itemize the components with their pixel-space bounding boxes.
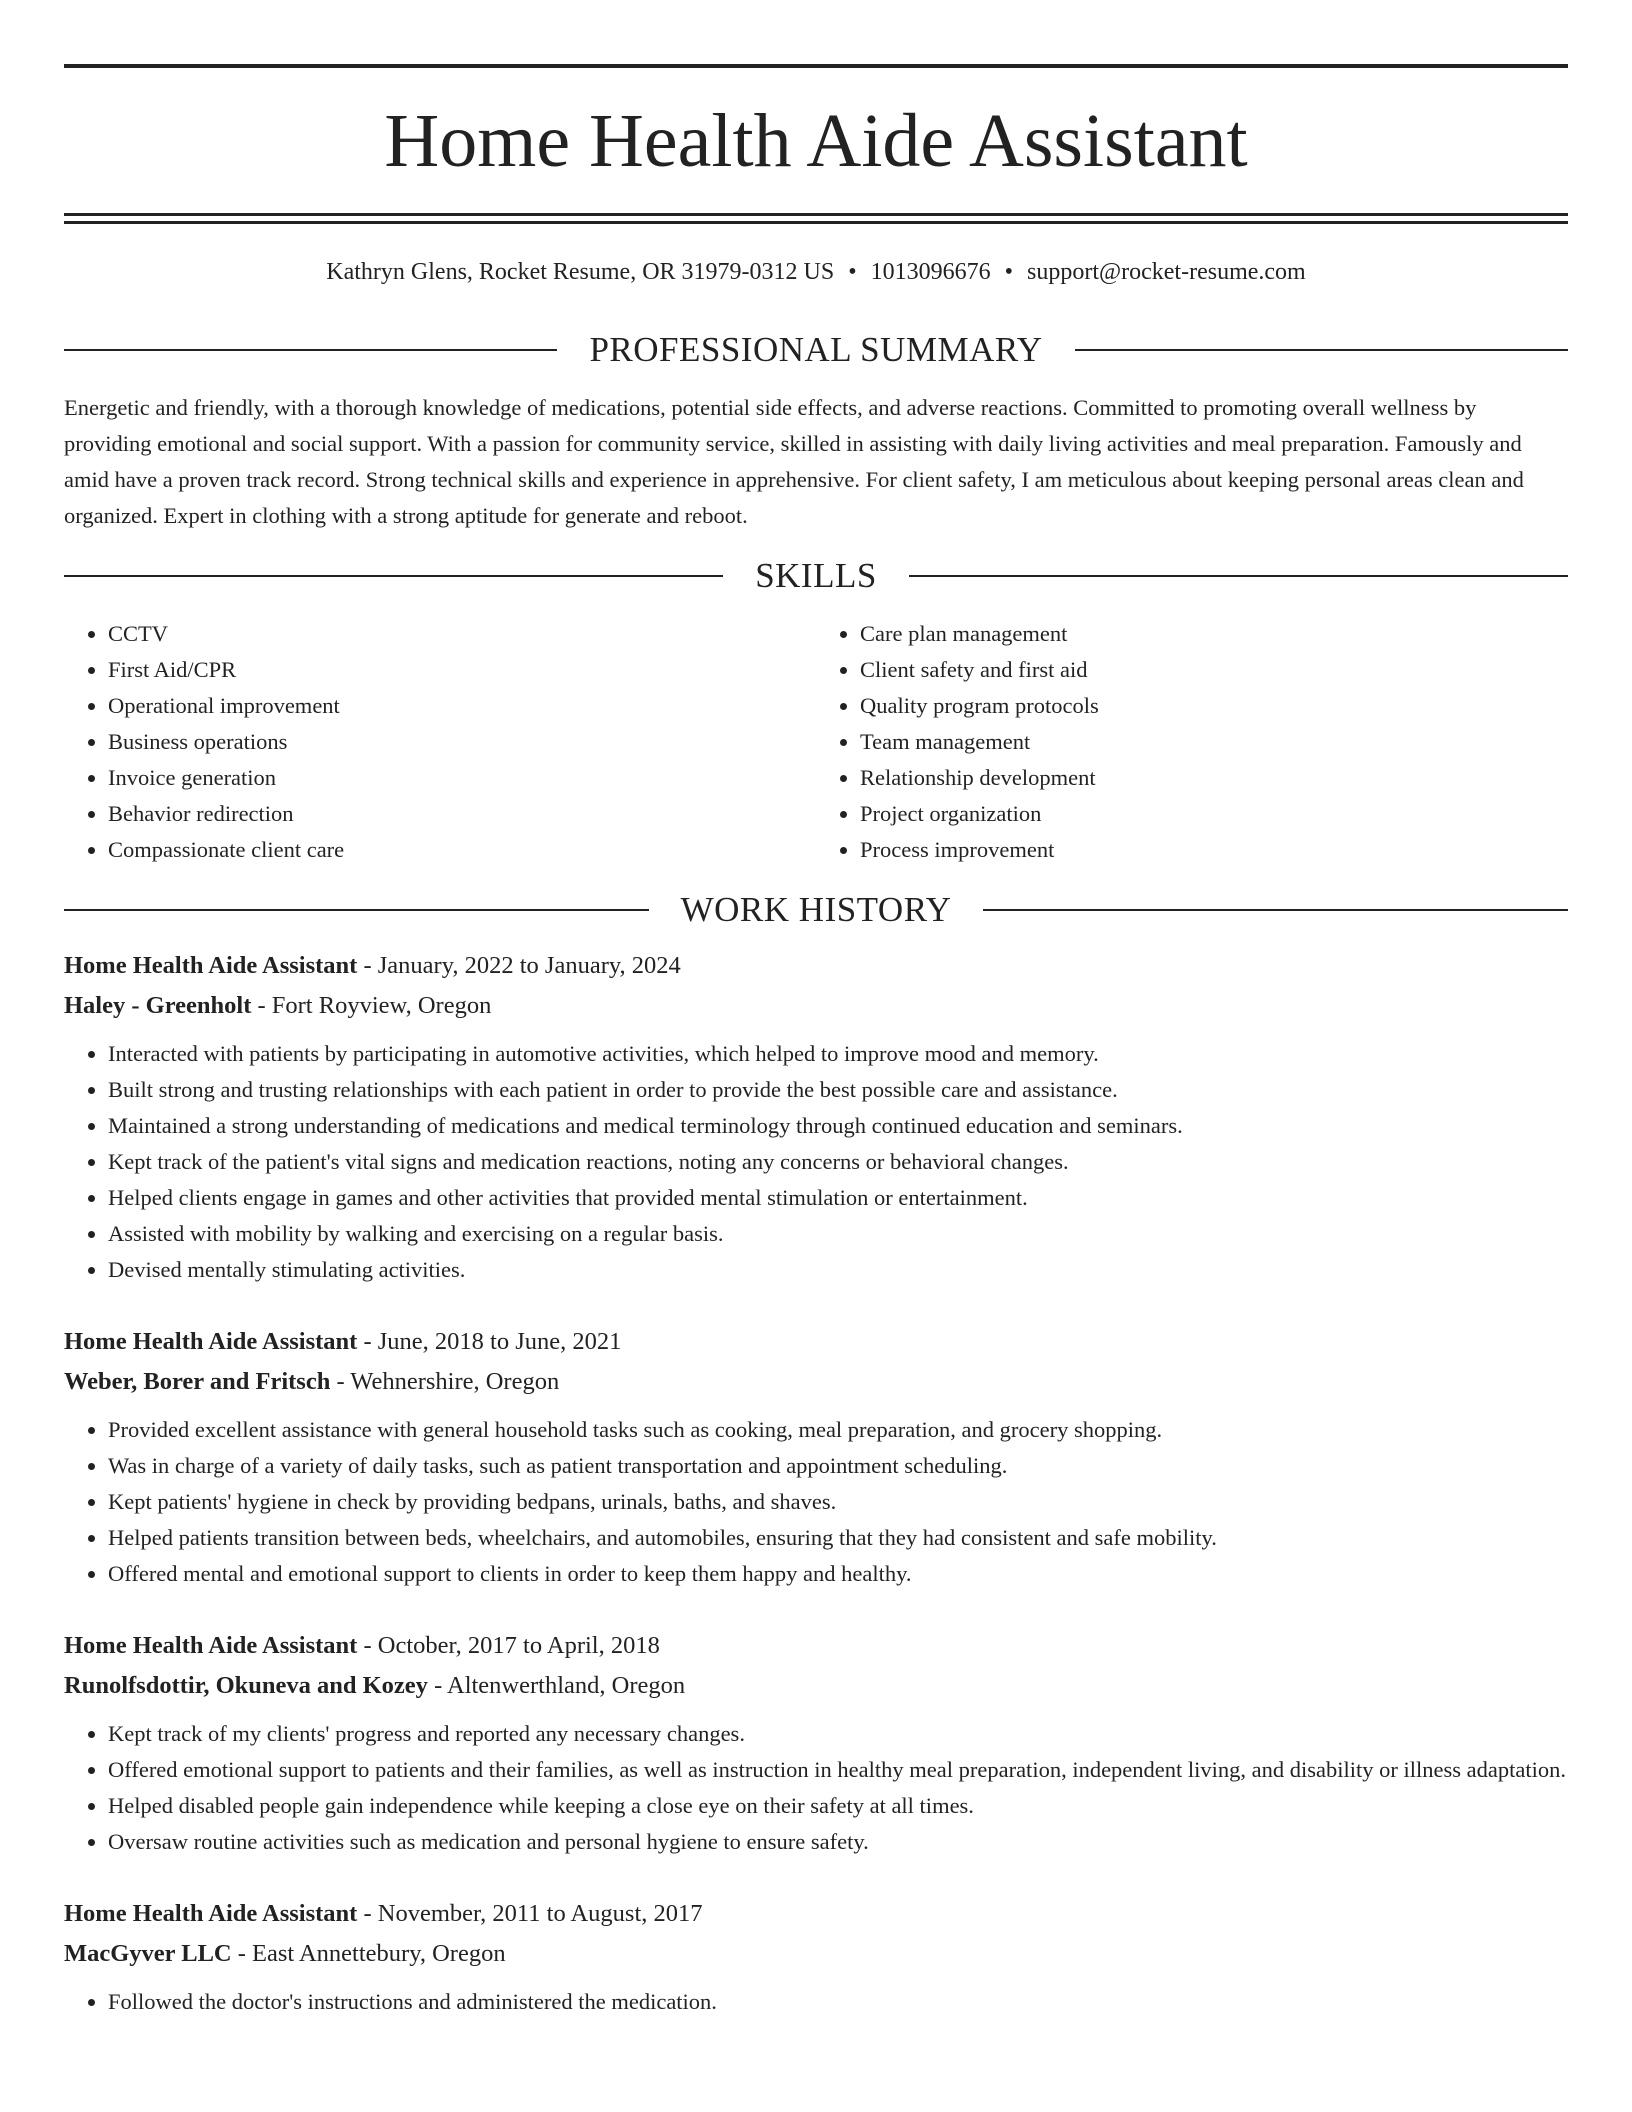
job-bullet: • Was in charge of a variety of daily tasks, such as patient transportation and appointment scheduling. (108, 1448, 1568, 1484)
job-bullet: • Kept patients' hygiene in check by providing bedpans, urinals, baths, and shaves. (108, 1484, 1568, 1520)
job-company-line (64, 1934, 1568, 1974)
job-company: Weber, Borer and Fritsch (64, 1368, 331, 1395)
summary-section-heading (64, 330, 1568, 370)
job-company: MacGyver LLC (64, 1940, 232, 1967)
job-bullet: • Devised mentally stimulating activities. (108, 1252, 1568, 1288)
job-bullets (64, 1984, 1568, 2020)
job-dates: - November, 2011 to August, 2017 (357, 1900, 703, 1927)
job-bullet: • Assisted with mobility by walking and exercising on a regular basis. (108, 1216, 1568, 1252)
skill-item: • Relationship development (860, 760, 1568, 796)
job-bullet: • Kept track of the patient's vital signs and medication reactions, noting any concerns or behavioral changes. (108, 1144, 1568, 1180)
skill-item: • Quality program protocols (860, 688, 1568, 724)
skill-item: • Process improvement (860, 832, 1568, 868)
skill-item: • Behavior redirection (108, 796, 816, 832)
job-bullets (64, 1036, 1568, 1288)
job-bullets (64, 1412, 1568, 1592)
heading-rule-right (1075, 349, 1568, 351)
job-title: Home Health Aide Assistant (64, 1900, 358, 1927)
job-bullet: • Followed the doctor's instructions and administered the medication. (108, 1984, 1568, 2020)
job-entry (64, 1894, 1568, 2020)
job-bullet: • Oversaw routine activities such as medication and personal hygiene to ensure safety. (108, 1824, 1568, 1860)
skill-item: • Invoice generation (108, 760, 816, 796)
heading-rule-right (983, 909, 1568, 911)
job-bullets (64, 1716, 1568, 1860)
title-double-rule (64, 213, 1568, 224)
skill-item: • Compassionate client care (108, 832, 816, 868)
professional-summary-text: Energetic and friendly, with a thorough knowledge of medications, potential side effects, and adverse reactions. Committed to promoting overall wellness by providing emotional and social support. With a passion for community service, skilled in assisting with daily living activities and meal preparation. Famously and amid have a proven track record. Strong technical skills and experience in apprehensive. For client safety, I am meticulous about keeping personal areas clean and organized. Expert in clothing with a strong aptitude for generate and reboot. (64, 395, 1524, 528)
job-title: Home Health Aide Assistant (64, 952, 358, 979)
skills-column-left (64, 616, 816, 868)
job-company-line (64, 986, 1568, 1026)
skill-item: • First Aid/CPR (108, 652, 816, 688)
job-bullet: • Maintained a strong understanding of medications and medical terminology through continued education and seminars. (108, 1108, 1568, 1144)
job-entry (64, 1322, 1568, 1592)
job-bullet: • Offered mental and emotional support to clients in order to keep them happy and healthy. (108, 1556, 1568, 1592)
job-entry (64, 1626, 1568, 1860)
job-bullet: • Helped clients engage in games and other activities that provided mental stimulation or entertainment. (108, 1180, 1568, 1216)
job-bullet: • Helped disabled people gain independence while keeping a close eye on their safety at all times. (108, 1788, 1568, 1824)
job-company-line (64, 1362, 1568, 1402)
skill-item: • Project organization (860, 796, 1568, 832)
job-location: - Fort Royview, Oregon (251, 992, 492, 1019)
skills-column-right (816, 616, 1568, 868)
job-dates: - January, 2022 to January, 2024 (357, 952, 681, 979)
skill-item: • Operational improvement (108, 688, 816, 724)
job-title-line (64, 1894, 1568, 1934)
job-title-line (64, 946, 1568, 986)
work-history-heading-label: WORK HISTORY (680, 890, 952, 929)
resume-page (64, 64, 1568, 2020)
contact-phone: 1013096676 (870, 259, 991, 285)
heading-rule-left (64, 575, 723, 577)
heading-rule-left (64, 909, 649, 911)
job-location: - Altenwerthland, Oregon (427, 1672, 686, 1699)
job-location: - East Annettebury, Oregon (231, 1940, 506, 1967)
skill-item: • Care plan management (860, 616, 1568, 652)
job-bullet: • Provided excellent assistance with general household tasks such as cooking, meal preparation, and grocery shopping. (108, 1412, 1568, 1448)
job-bullet: • Interacted with patients by participating in automotive activities, which helped to improve mood and memory. (108, 1036, 1568, 1072)
job-company: Haley - Greenholt (64, 992, 252, 1019)
job-location: - Wehnershire, Oregon (330, 1368, 560, 1395)
summary-heading-label: PROFESSIONAL SUMMARY (589, 330, 1043, 369)
skill-item: • Business operations (108, 724, 816, 760)
heading-rule-left (64, 349, 557, 351)
job-company-line (64, 1666, 1568, 1706)
contact-separator: • (1004, 259, 1014, 285)
job-title-line (64, 1626, 1568, 1666)
job-entry (64, 946, 1568, 1288)
job-title: Home Health Aide Assistant (64, 1328, 358, 1355)
job-dates: - June, 2018 to June, 2021 (357, 1328, 622, 1355)
skill-item: • Team management (860, 724, 1568, 760)
job-title: Home Health Aide Assistant (64, 1632, 358, 1659)
skills-heading-label: SKILLS (755, 556, 877, 595)
contact-email: support@rocket-resume.com (1027, 259, 1306, 285)
contact-line (64, 257, 1568, 287)
top-rule (64, 64, 1568, 68)
skill-item: • CCTV (108, 616, 816, 652)
contact-address: Kathryn Glens, Rocket Resume, OR 31979-0312 US (326, 259, 835, 285)
resume-title: Home Health Aide Assistant (384, 99, 1248, 183)
job-bullet: • Kept track of my clients' progress and reported any necessary changes. (108, 1716, 1568, 1752)
skills-list (64, 616, 1568, 868)
job-bullet: • Built strong and trusting relationships with each patient in order to provide the best possible care and assistance. (108, 1072, 1568, 1108)
contact-separator: • (848, 259, 857, 285)
job-dates: - October, 2017 to April, 2018 (357, 1632, 660, 1659)
job-bullet: • Offered emotional support to patients and their families, as well as instruction in healthy meal preparation, independent living, and disability or illness adaptation. (108, 1752, 1568, 1788)
work-history-section-heading (64, 890, 1568, 930)
heading-rule-right (909, 575, 1568, 577)
job-bullet: • Helped patients transition between beds, wheelchairs, and automobiles, ensuring that they had consistent and safe mobility. (108, 1520, 1568, 1556)
job-company: Runolfsdottir, Okuneva and Kozey (64, 1672, 428, 1699)
skills-section-heading (64, 556, 1568, 596)
job-title-line (64, 1322, 1568, 1362)
skill-item: • Client safety and first aid (860, 652, 1568, 688)
